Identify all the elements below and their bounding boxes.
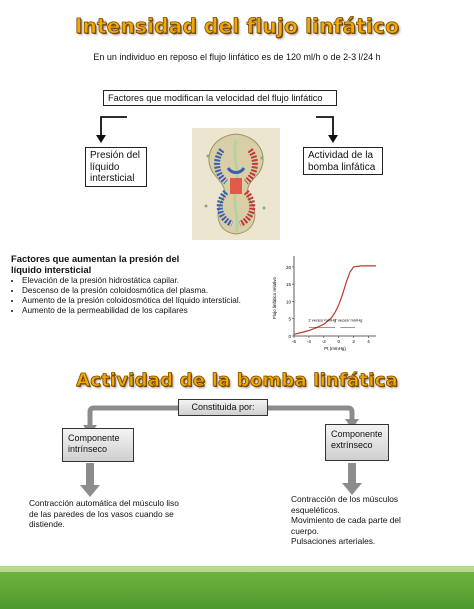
y-axis-label: Flujo linfático relativo — [272, 276, 277, 320]
pressure-factor-item: • Aumento de la presión coloidosmótica del líquido intersticial. — [22, 296, 302, 306]
x-tick-label: 0 — [337, 339, 340, 344]
x-tick-label: -2 — [321, 339, 326, 344]
page-title: Intensidad del flujo linfático — [74, 14, 400, 38]
extrinsic-item: Movimiento de cada parte del cuerpo. — [291, 515, 401, 536]
x-axis-label: Pt (mmHg) — [324, 346, 346, 351]
extrinsic-item: Contracción de los músculos esqueléticos. — [291, 494, 399, 515]
extrinsic-component-box: Componente extrínseco — [325, 424, 389, 461]
lymph-flow-chart — [268, 248, 380, 356]
pressure-factors-heading: Factores que aumentan la presión del líquido intersticial — [11, 253, 180, 275]
x-tick-label: 4 — [367, 339, 370, 344]
y-tick-label: 10 — [285, 299, 291, 305]
pressure-factor-item: • Descenso de la presión coloidosmótica del plasma. — [22, 286, 302, 296]
footer-green-band — [0, 572, 474, 609]
y-tick-label: 15 — [285, 282, 291, 288]
page-subtitle: En un individuo en reposo el flujo linfático es de 120 ml/h o de 2-3 l/24 h — [93, 52, 381, 62]
intrinsic-component-box: Componente intrínseco — [62, 428, 134, 462]
lymph-vessel-illustration — [192, 128, 280, 240]
extrinsic-description — [291, 494, 431, 547]
y-tick-label: 5 — [288, 316, 291, 322]
y-tick-label: 0 — [288, 334, 291, 339]
pressure-factor-item: • Elevación de la presión hidrostática capilar. — [22, 276, 302, 286]
intrinsic-description: Contracción automática del músculo liso de las paredes de los vasos cuando se distiende. — [29, 498, 179, 529]
pump-label-box: Actividad de la bomba linfática — [303, 147, 383, 175]
pressure-label-box: Presión del líquido intersticial — [85, 147, 147, 187]
annotation-label: 2 veces/ mmHg — [308, 317, 337, 323]
constituted-by-box: Constituida por: — [178, 399, 268, 416]
x-tick-label: -6 — [291, 339, 297, 344]
x-tick-label: 2 — [352, 339, 355, 344]
x-tick-label: -4 — [306, 339, 311, 344]
pressure-factor-item: • Aumento de la permeabilidad de los capilares — [22, 306, 302, 316]
flow-curve — [294, 266, 376, 334]
pump-section-title: Actividad de la bomba linfática — [76, 370, 398, 391]
pressure-factors-list — [11, 276, 302, 316]
y-tick-label: 20 — [285, 264, 291, 270]
annotation-label: 7 veces/ mmHg — [334, 317, 363, 323]
factors-title-box: Factores que modifican la velocidad del flujo linfático — [103, 90, 337, 106]
extrinsic-item: Pulsaciones arteriales. — [291, 536, 376, 546]
